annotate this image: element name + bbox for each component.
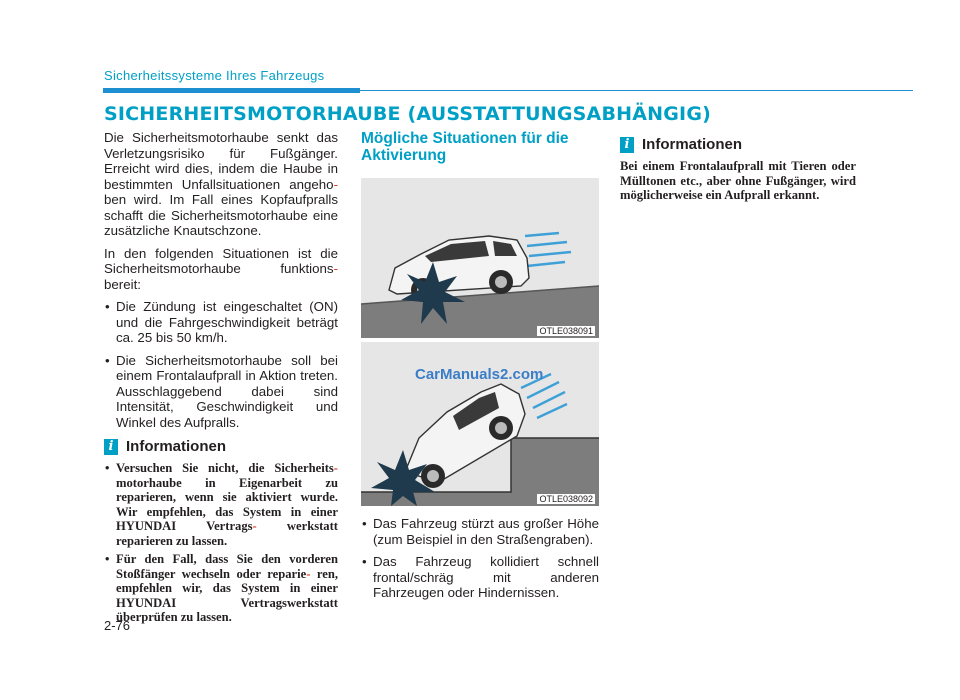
intro-paragraph [104,130,338,239]
figure-code: OTLE038091 [539,326,593,336]
conditions-list [104,299,338,430]
list-item: • Das Fahrzeug stürzt aus großer Höhe (zum Beispiel in den Straßengraben). [361,516,599,547]
intro-text-cont: ben wird. Im Fall eines Kopfaufpralls schafft die Sicherheitsmotorhaube eine zusätzliche Knautschzone. [104,192,338,238]
hyphen-mark: - [333,261,338,276]
watermark: CarManuals2.com [415,366,544,383]
info-text: ren, empfehlen wir, das System in einer HYUNDAI Vertragswerkstatt überprüfen zu lassen. [116,566,338,624]
hyphen-mark: - [306,566,311,581]
info-icon: i [620,137,634,153]
situations-list [361,516,599,601]
slope-drop-illustration [361,178,599,338]
list-item [104,461,338,548]
info-icon: i [104,439,118,455]
figure-code: OTLE038092 [539,494,593,504]
info-heading [104,438,338,455]
column-middle [361,130,599,608]
info-text: werkstatt reparieren zu lassen. [116,519,338,548]
figure-ditch-drop [361,342,599,506]
list-item: • Die Sicherheitsmotorhaube soll bei einem Frontalaufprall in Aktion treten. Ausschlaggebend dabei sind Intensität, Geschwindigkeit und Winkel des Aufpralls. [104,353,338,431]
figure-slope-drop [361,178,599,338]
hyphen-mark: - [333,461,338,475]
info-heading [620,136,856,153]
info-text: motorhaube in Eigenarbeit zu reparieren, wenn sie aktiviert wurde. Wir empfehlen, das System in einer HYUNDAI Vertrags [116,475,338,533]
intro-text: Die Sicherheitsmotorhaube senkt das Verletzungsrisiko für Fußgänger. Erreicht wird dies, indem die Haube in bestimmten Unfallsituationen angeho [104,130,338,192]
list-item [104,552,338,625]
info-text: Bei einem Frontalaufprall mit Tieren oder Mülltonen etc., aber ohne Fußgänger, wird möglicherweise ein Aufprall erkannt. [620,159,856,202]
info-list [104,461,338,625]
conditions-text: In den folgenden Situationen ist die Sicherheitsmotorhaube funktions [104,245,338,276]
section-header: Sicherheitssysteme Ihres Fahrzeugs [104,68,325,83]
conditions-text-cont: bereit: [104,276,141,292]
info-text: Für den Fall, dass Sie den vorderen Stoßfänger wechseln oder reparie [116,552,338,581]
list-item: • Die Zündung ist eingeschaltet (ON) und die Fahrgeschwindigkeit beträgt ca. 25 bis 50 km/h. [104,299,338,346]
page-number: 2-76 [104,618,131,633]
header-rule [103,90,913,91]
hyphen-mark: - [252,519,257,533]
page-title: SICHERHEITSMOTORHAUBE (AUSSTATTUNGSABHÄNGIG) [104,103,711,125]
info-text: Versuchen Sie nicht, die Sicherheits [116,461,334,475]
column-right [620,130,856,203]
hyphen-mark: - [333,176,338,192]
info-title: Informationen [126,438,226,455]
column-left [104,130,338,629]
list-item: • Das Fahrzeug kollidiert schnell frontal/schräg mit anderen Fahrzeugen oder Hindernissen. [361,554,599,601]
section-subheading: Mögliche Situationen für die Aktivierung [361,130,569,164]
conditions-paragraph [104,246,338,293]
info-title: Informationen [642,136,742,153]
